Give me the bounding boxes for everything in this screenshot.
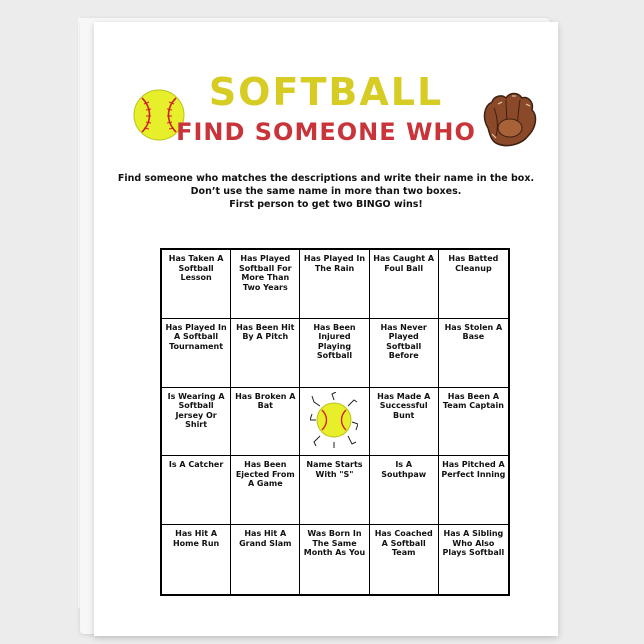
instruction-line: Don’t use the same name in more than two boxes.	[190, 186, 462, 197]
instruction-line: First person to get two BINGO wins!	[229, 199, 423, 210]
bingo-cell[interactable]: Is A Catcher	[162, 456, 231, 525]
bingo-cell[interactable]: Has Been A Team Captain	[439, 388, 508, 457]
bingo-cell[interactable]: Name Starts With "S"	[300, 456, 369, 525]
page-title: SOFTBALL	[208, 70, 444, 114]
free-space-cell	[300, 388, 369, 457]
bingo-cell[interactable]: Is Wearing A Softball Jersey Or Shirt	[162, 388, 231, 457]
instruction-line: Find someone who matches the descriptions and write their name in the box.	[117, 173, 535, 184]
bingo-cell[interactable]: Has Caught A Foul Ball	[370, 250, 439, 319]
bingo-cell[interactable]: Is A Southpaw	[370, 456, 439, 525]
bingo-cell[interactable]: Has Been Ejected From A Game	[231, 456, 300, 525]
bingo-cell[interactable]: Has Played Softball For More Than Two Years	[231, 250, 300, 319]
bingo-cell[interactable]: Has Broken A Bat	[231, 388, 300, 457]
bingo-cell[interactable]: Has Never Played Softball Before	[370, 319, 439, 388]
bingo-cell[interactable]: Has Been Hit By A Pitch	[231, 319, 300, 388]
softball-crack-icon	[310, 392, 358, 448]
bingo-cell[interactable]: Has Batted Cleanup	[439, 250, 508, 319]
bingo-cell[interactable]: Has A Sibling Who Also Plays Softball	[442, 529, 505, 558]
bingo-cell[interactable]: Has Been Injured Playing Softball	[300, 319, 369, 388]
instructions	[104, 172, 548, 211]
bingo-cell[interactable]: Has Pitched A Perfect Inning	[439, 456, 508, 525]
bingo-cell[interactable]: Has Made A Successful Bunt	[370, 388, 439, 457]
bingo-card	[94, 22, 558, 636]
bingo-cell[interactable]: Has Coached A Softball Team	[370, 525, 439, 594]
bingo-cell[interactable]: Has Played In A Softball Tournament	[162, 319, 231, 388]
bingo-cell[interactable]: Has Hit A Grand Slam	[231, 525, 300, 594]
bingo-grid	[160, 248, 510, 596]
bingo-cell[interactable]: Has Stolen A Base	[439, 319, 508, 388]
page-subtitle: FIND SOMEONE WHO	[176, 118, 476, 146]
bingo-cell[interactable]: Has Played In The Rain	[300, 250, 369, 319]
glove-icon	[476, 88, 542, 154]
bingo-cell[interactable]: Was Born In The Same Month As You	[300, 525, 369, 594]
bingo-cell[interactable]: Has Taken A Softball Lesson	[162, 250, 231, 319]
bingo-cell[interactable]: Has Hit A Home Run	[162, 525, 231, 594]
